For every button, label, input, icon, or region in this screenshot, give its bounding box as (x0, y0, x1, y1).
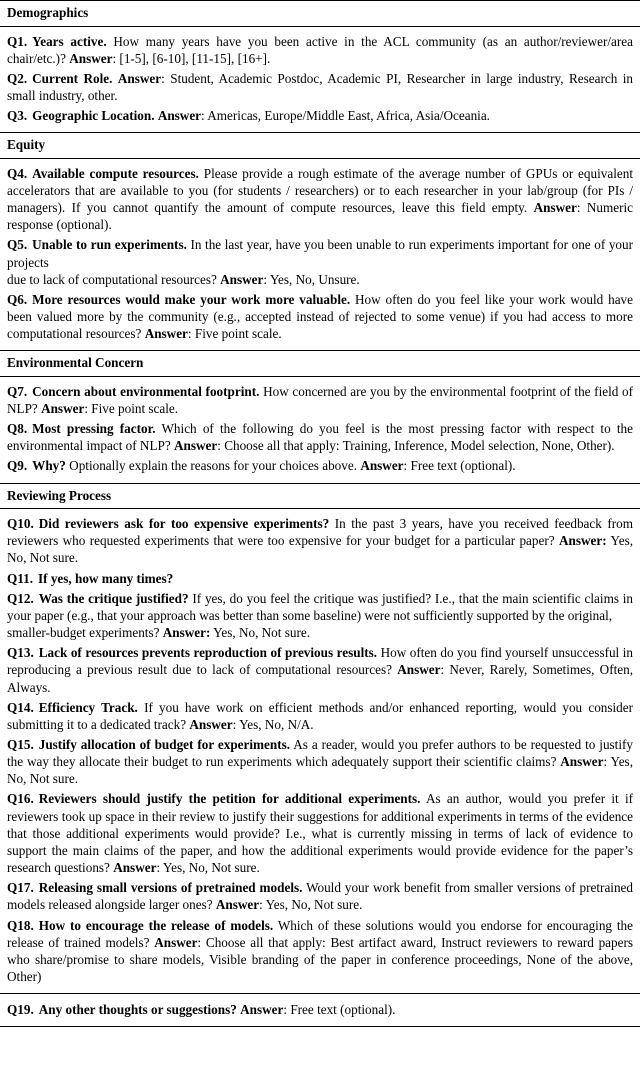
question-q15 (7, 736, 633, 787)
question-title: If yes, how many times? (38, 570, 174, 586)
question-title: Releasing small versions of pretrained models. (38, 880, 303, 896)
question-q14 (7, 699, 633, 733)
question-q2 (7, 70, 633, 104)
section-body-reviewing-process (0, 509, 640, 993)
question-q9 (7, 457, 633, 474)
question-q17 (7, 879, 633, 913)
section-environmental-concern (0, 350, 640, 482)
question-title: Years active. (32, 33, 107, 49)
answer-label: Answer (240, 1002, 284, 1018)
question-number: Q8. (7, 421, 28, 437)
answer-text: : [1-5], [6-10], [11-15], [16+]. (112, 50, 271, 66)
question-body: If you have work on efficient methods and/or enhanced reporting, would you consider submitting it to a dedicated track? (7, 699, 634, 732)
question-number: Q3. (7, 108, 28, 124)
question-q3 (7, 107, 633, 124)
answer-text: : Americas, Europe/Middle East, Africa, Asia/Oceania. (201, 108, 490, 124)
question-number: Q5. (7, 237, 28, 253)
answer-label: Answer: (559, 533, 607, 549)
question-number: Q11. (7, 570, 34, 586)
question-number: Q19. (7, 1002, 34, 1018)
question-q19 (7, 1001, 633, 1018)
question-body: In the last year, have you been unable to run experiments important for one of your projects (7, 237, 633, 270)
answer-text: Yes, No, Not sure. (210, 625, 311, 641)
question-q4 (7, 165, 633, 234)
question-body: In the past 3 years, have you received feedback from reviewers who requested experiments that were too expensive for your budget for a particular paper? (7, 516, 634, 549)
answer-text: : Choose all that apply: Best artifact award, Instruct reviewers to reward papers who share/promise to share models, Visible branding of the paper in conference proceedings, None of the above, Other) (7, 934, 634, 985)
answer-text: Yes, No, Not sure. (7, 533, 634, 566)
answer-text: : Yes, No, Not sure. (259, 897, 363, 913)
question-number: Q4. (7, 165, 28, 181)
question-q12 (7, 590, 633, 641)
question-body: How many years have you been active in the ACL community (as an author/reviewer/area chair/etc.)? (7, 33, 634, 66)
question-body: Optionally explain the reasons for your choices above. (69, 458, 358, 474)
question-number: Q9. (7, 458, 28, 474)
question-body-continued: due to lack of computational resources? (7, 271, 217, 287)
section-final (0, 993, 640, 1026)
question-body-continued: smaller-budget experiments? (7, 625, 160, 641)
question-number: Q1. (7, 33, 28, 49)
section-reviewing-process (0, 483, 640, 994)
question-number: Q6. (7, 291, 28, 307)
question-title: Available compute resources. (32, 165, 199, 181)
question-body: Would your work benefit from smaller versions of pretrained models released alongside larger ones? (7, 880, 634, 913)
question-title: Current Role. (32, 70, 113, 86)
question-number: Q2. (7, 70, 28, 86)
question-title: More resources would make your work more valuable. (32, 291, 351, 307)
answer-label: Answer (533, 200, 577, 216)
question-title: Any other thoughts or suggestions? (38, 1002, 237, 1018)
question-body: How often do you feel like your work would have been valued more by the community (e.g., accepted instead of rejected to some venue) if you had access to more computational resources? (7, 291, 633, 342)
question-title: Justify allocation of budget for experiments. (38, 737, 291, 752)
answer-text: : Yes, No, N/A. (232, 716, 314, 732)
section-equity (0, 132, 640, 350)
question-q16 (7, 790, 633, 876)
section-header-environmental-concern: Environmental Concern (0, 350, 640, 377)
answer-text: : Student, Academic Postdoc, Academic PI, Researcher in large industry, Research in small industry, other. (7, 70, 633, 103)
question-body: As an author, would you prefer it if reviewers took up space in their review to justify their suggestions for additional experiments in terms of the evidence that those additional experiments would provide? I.e., what is currently missing in terms of lack of evidence to support the main claims of the paper, and how the additional experiments would provide evidence for the paper’s research questions? (7, 791, 634, 876)
question-title: How to encourage the release of models. (38, 917, 274, 933)
question-q1 (7, 33, 633, 67)
answer-label: Answer (157, 108, 202, 124)
answer-label: Answer (117, 70, 162, 86)
answer-label: Answer (144, 326, 188, 342)
answer-text: : Choose all that apply: Training, Inference, Model selection, None, Other). (217, 438, 615, 454)
answer-label: Answer (154, 934, 198, 950)
question-title: Reviewers should justify the petition for additional experiments. (38, 791, 421, 807)
question-number: Q10. (7, 516, 34, 532)
answer-text: : Five point scale. (84, 401, 179, 416)
question-q7 (7, 383, 633, 417)
question-q13 (7, 644, 633, 695)
question-body: How concerned are you by the environmental footprint of the field of NLP? (7, 383, 634, 416)
question-q6 (7, 291, 633, 342)
question-title: Efficiency Track. (38, 699, 138, 715)
question-number: Q13. (7, 645, 34, 661)
answer-text: : Numeric response (optional). (7, 200, 633, 233)
answer-text: : Yes, No, Unsure. (263, 271, 360, 287)
answer-label: Answer (189, 716, 233, 732)
question-q5 (7, 236, 633, 287)
question-q10 (7, 515, 633, 566)
question-title: Was the critique justified? (38, 590, 189, 606)
answer-label: Answer (41, 401, 85, 416)
section-header-demographics: Demographics (0, 0, 640, 27)
section-body-equity (0, 159, 640, 351)
question-number: Q16. (7, 791, 34, 807)
answer-label: Answer (397, 662, 441, 678)
question-title: Lack of resources prevents reproduction of previous results. (38, 645, 378, 661)
question-title: Did reviewers ask for too expensive experiments? (38, 516, 330, 532)
section-header-equity: Equity (0, 132, 640, 159)
question-body: Which of these solutions would you endorse for encouraging the release of trained models? (7, 917, 633, 950)
question-body: How often do you find yourself unsuccessful in reproducing a previous result due to lack of computational resources? (7, 645, 633, 678)
question-body: If yes, do you feel the critique was justified? I.e., that the main scientific claims in your paper (e.g., that your approach was better than some baseline) were not sufficiently supported by the original, (7, 590, 634, 623)
answer-label: Answer (113, 860, 157, 876)
question-number: Q7. (7, 383, 28, 399)
question-number: Q15. (7, 737, 34, 752)
answer-label: Answer (215, 897, 260, 913)
question-body: Which of the following do you feel is the most pressing factor with respect to the environmental impact of NLP? (7, 421, 633, 454)
answer-label: Answer: (162, 625, 211, 641)
answer-label: Answer (360, 458, 404, 474)
answer-text: : Free text (optional). (283, 1002, 396, 1018)
question-body: As a reader, would you prefer authors to be requested to justify the way they allocate their budget to run experiments which adequately support their scientific claims? (7, 737, 633, 770)
question-title: Most pressing factor. (32, 421, 156, 437)
section-body-environmental-concern (0, 377, 640, 483)
answer-text: : Yes, No, Not sure. (156, 860, 260, 876)
question-title: Why? (32, 458, 66, 474)
answer-text: : Yes, No, Not sure. (7, 754, 633, 787)
question-q11 (7, 570, 633, 587)
question-number: Q14. (7, 699, 34, 715)
section-header-reviewing-process: Reviewing Process (0, 483, 640, 510)
answer-label: Answer (69, 50, 113, 66)
section-demographics (0, 0, 640, 132)
answer-text: : Five point scale. (187, 326, 282, 342)
question-title: Unable to run experiments. (32, 237, 187, 253)
question-q8 (7, 420, 633, 454)
question-title: Geographic Location. (32, 108, 155, 124)
answer-label: Answer (220, 271, 264, 287)
question-number: Q18. (7, 917, 34, 933)
question-body: Please provide a rough estimate of the average number of GPUs or equivalent accelerators that are available to you (for students / researchers) or to each researcher in your lab/group (for PIs / managers). If you cannot quantify the amount of compute resources, leave this field empty. (7, 165, 633, 216)
question-number: Q12. (7, 590, 34, 606)
answer-text: : Free text (optional). (403, 458, 516, 474)
section-body-demographics (0, 27, 640, 133)
answer-text: : Never, Rarely, Sometimes, Often, Always. (7, 662, 634, 695)
answer-label: Answer (174, 438, 218, 454)
answer-label: Answer (560, 754, 604, 770)
question-q18 (7, 917, 633, 986)
question-number: Q17. (7, 880, 34, 896)
question-title: Concern about environmental footprint. (32, 383, 260, 399)
